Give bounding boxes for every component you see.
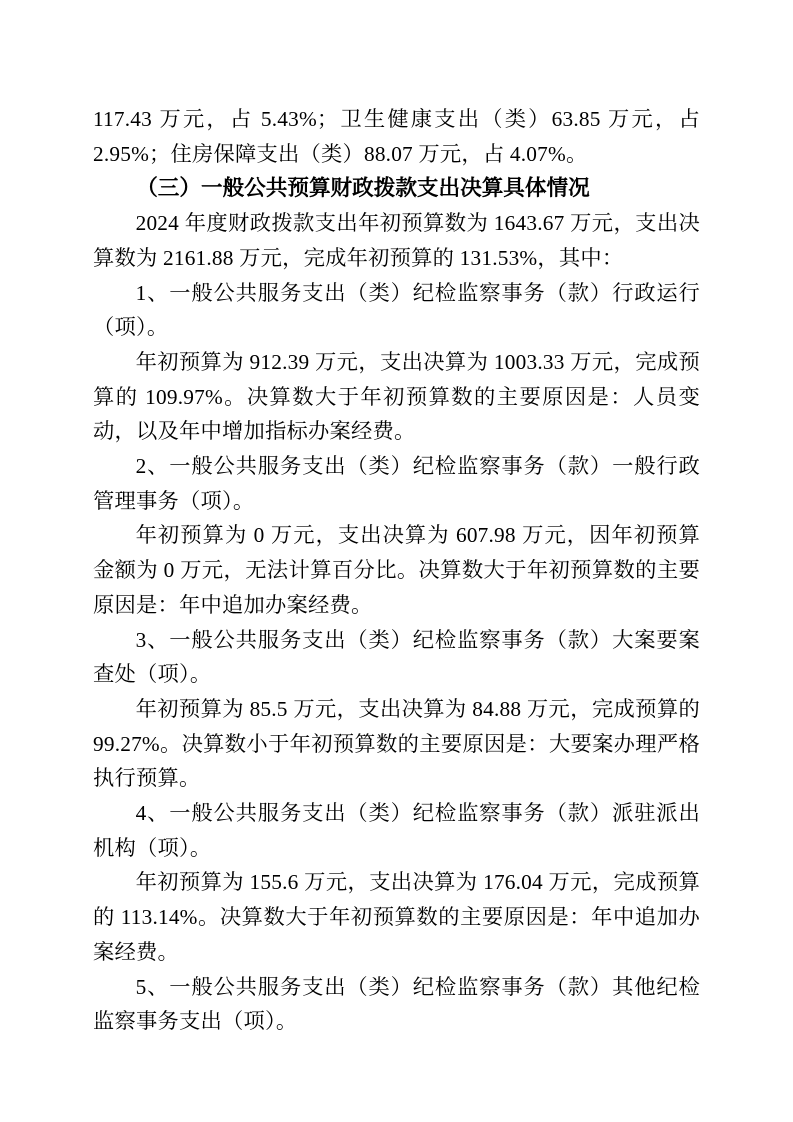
paragraph-item-3-detail: 年初预算为 85.5 万元，支出决算为 84.88 万元，完成预算的 99.27%。决算数小于年初预算数的主要原因是：大要案办理严格执行预算。 [93,696,700,791]
section-heading: （三）一般公共预算财政拨款支出决算具体情况 [136,175,590,201]
document-content [93,102,700,1039]
paragraph-item-3-title: 3、一般公共服务支出（类）纪检监察事务（款）大案要案查处（项）。 [93,627,700,687]
paragraph-item-1-title: 1、一般公共服务支出（类）纪检监察事务（款）行政运行（项）。 [93,280,700,340]
paragraph-summary: 2024 年度财政拨款支出年初预算数为 1643.67 万元，支出决算数为 2161.88 万元，完成年初预算的 131.53%，其中： [93,211,700,270]
paragraph-item-5-title: 5、一般公共服务支出（类）纪检监察事务（款）其他纪检监察事务支出（项）。 [93,974,700,1034]
paragraph-item-2-detail: 年初预算为 0 万元，支出决算为 607.98 万元，因年初预算金额为 0 万元，无法计算百分比。决算数大于年初预算数的主要原因是：年中追加办案经费。 [93,523,700,617]
paragraph-continuation: 117.43 万元，占 5.43%；卫生健康支出（类）63.85 万元，占 2.95%；住房保障支出（类）88.07 万元，占 4.07%。 [93,107,700,166]
paragraph-item-2-title: 2、一般公共服务支出（类）纪检监察事务（款）一般行政管理事务（项）。 [93,454,700,513]
paragraph-item-4-detail: 年初预算为 155.6 万元，支出决算为 176.04 万元，完成预算的 113.14%。决算数大于年初预算数的主要原因是：年中追加办案经费。 [93,870,700,964]
paragraph-item-4-title: 4、一般公共服务支出（类）纪检监察事务（款）派驻派出机构（项）。 [93,801,700,860]
paragraph-item-1-detail: 年初预算为 912.39 万元，支出决算为 1003.33 万元，完成预算的 109.97%。决算数大于年初预算数的主要原因是：人员变动，以及年中增加指标办案经费。 [93,349,700,444]
